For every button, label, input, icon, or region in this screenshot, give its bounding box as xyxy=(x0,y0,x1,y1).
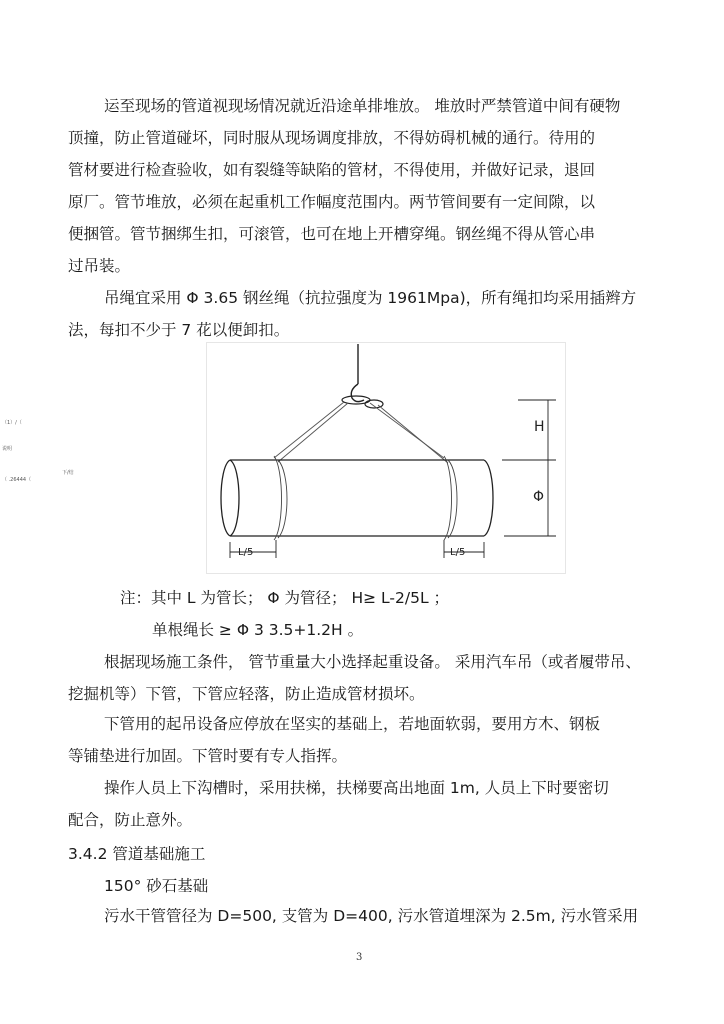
paragraph-2-line: 吊绳宜采用 Φ 3.65 钢丝绳（抗拉强度为 1961Mpa)，所有绳扣均采用插辫方 xyxy=(104,289,637,307)
label-l5-right: L/5 xyxy=(450,547,466,558)
sling-loops xyxy=(274,456,457,540)
label-phi: Φ xyxy=(533,489,545,505)
paragraph-3-line: 根据现场施工条件， 管节重量大小选择起重设备。 采用汽车吊（或者履带吊、 xyxy=(104,653,641,671)
dimension-h xyxy=(502,400,556,460)
note-line: 单根绳长 ≥ Φ 3 3.5+1.2H 。 xyxy=(152,621,364,639)
margin-note: 下/结 xyxy=(62,470,74,476)
paragraph-3-line: 挖掘机等）下管，下管应轻落，防止造成管材损坏。 xyxy=(68,685,425,703)
paragraph-1-line: 管材要进行检查验收，如有裂缝等缺陷的管材，不得使用，并做好记录，退回 xyxy=(68,161,596,179)
paragraph-1-line: 过吊装。 xyxy=(68,257,131,275)
paragraph-4-line: 等铺垫进行加固。下管时要有专人指挥。 xyxy=(68,747,348,765)
diagram-frame xyxy=(207,343,566,574)
page-number: 3 xyxy=(356,952,363,963)
paragraph-6-line: 污水干管管径为 D=500, 支管为 D=400, 污水管道埋深为 2.5m, 污水管采用 xyxy=(104,907,639,925)
label-h: H xyxy=(534,419,545,435)
paragraph-5-line: 配合，防止意外。 xyxy=(68,811,193,829)
dimension-phi xyxy=(504,460,556,536)
paragraph-1-line: 原厂。管节堆放，必须在起重机工作幅度范围内。两节管间要有一定间隙，以 xyxy=(68,193,596,211)
pipe-body xyxy=(221,460,493,536)
label-l5-left: L/5 xyxy=(238,547,254,558)
paragraph-5-line: 操作人员上下沟槽时，采用扶梯，扶梯要高出地面 1m, 人员上下时要密切 xyxy=(104,779,609,797)
margin-note: 说明 xyxy=(2,446,13,452)
note-line: 注：其中 L 为管长； Φ 为管径； H≥ L-2/5L ； xyxy=(120,589,450,607)
section-heading: 3.4.2 管道基础施工 xyxy=(68,845,206,863)
crane-hook xyxy=(342,344,383,408)
paragraph-1-line: 运至现场的管道视现场情况就近沿途单排堆放。 堆放时严禁管道中间有硬物 xyxy=(104,97,621,115)
paragraph-1-line: 便捆管。管节捆绑生扣，可滚管，也可在地上开槽穿绳。钢丝绳不得从管心串 xyxy=(68,225,596,243)
margin-note: （ .26444（ xyxy=(2,477,32,483)
subheading: 150° 砂石基础 xyxy=(104,877,209,895)
margin-note: （1）/（ xyxy=(2,420,22,426)
paragraph-2-line: 法，每扣不少于 7 花以便卸扣。 xyxy=(68,321,290,339)
paragraph-1-line: 顶撞，防止管道碰坏，同时服从现场调度排放，不得妨碍机械的通行。待用的 xyxy=(68,129,596,147)
paragraph-4-line: 下管用的起吊设备应停放在坚实的基础上，若地面软弱，要用方木、钢板 xyxy=(104,715,601,733)
pipe-lifting-diagram xyxy=(206,342,566,574)
wire-rope-slings xyxy=(274,402,448,463)
